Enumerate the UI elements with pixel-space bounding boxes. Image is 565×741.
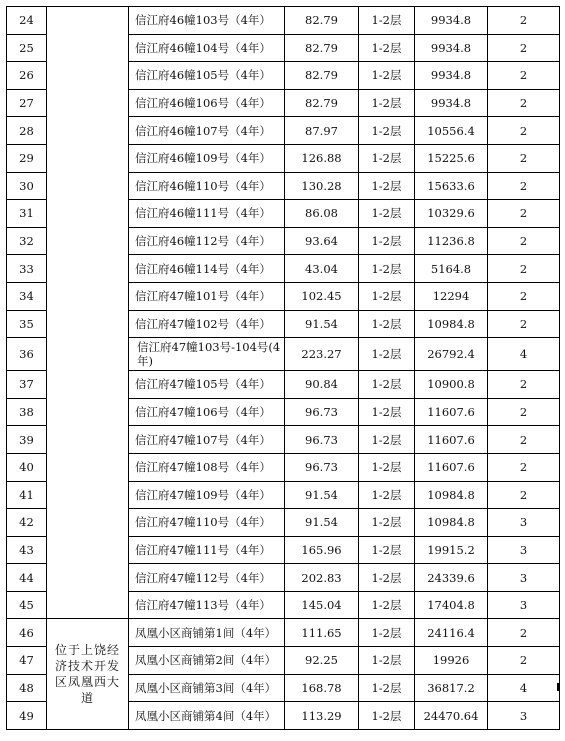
cell-floor: 1-2层 — [359, 647, 415, 675]
cell-no: 35 — [7, 310, 47, 338]
location-cell-a — [47, 7, 129, 619]
cell-floor: 1-2层 — [359, 200, 415, 228]
cell-area: 96.73 — [285, 453, 359, 481]
cell-floor: 1-2层 — [359, 702, 415, 730]
cell-area: 165.96 — [285, 536, 359, 564]
cell-floor: 1-2层 — [359, 371, 415, 399]
cell-price: 11236.8 — [415, 227, 488, 255]
cell-price: 11607.6 — [415, 426, 488, 454]
cell-area: 93.64 — [285, 227, 359, 255]
edge-mark — [557, 683, 559, 691]
cell-price: 36817.2 — [415, 674, 488, 702]
cell-floor: 1-2层 — [359, 62, 415, 90]
cell-price: 9934.8 — [415, 89, 488, 117]
cell-area: 86.08 — [285, 200, 359, 228]
cell-years: 2 — [488, 200, 560, 228]
cell-area: 126.88 — [285, 144, 359, 172]
cell-years: 2 — [488, 227, 560, 255]
cell-price: 24116.4 — [415, 619, 488, 647]
cell-no: 29 — [7, 144, 47, 172]
cell-years: 2 — [488, 62, 560, 90]
cell-floor: 1-2层 — [359, 117, 415, 145]
cell-price: 19926 — [415, 647, 488, 675]
cell-name: 信江府46幢103号（4年） — [129, 7, 285, 35]
cell-area: 82.79 — [285, 7, 359, 35]
cell-floor: 1-2层 — [359, 89, 415, 117]
cell-floor: 1-2层 — [359, 227, 415, 255]
cell-no: 36 — [7, 338, 47, 371]
cell-name: 信江府47幢103号-104号(4年) — [129, 338, 285, 371]
cell-name: 信江府47幢102号（4年） — [129, 310, 285, 338]
cell-price: 9934.8 — [415, 62, 488, 90]
cell-floor: 1-2层 — [359, 564, 415, 592]
cell-area: 92.25 — [285, 647, 359, 675]
cell-no: 32 — [7, 227, 47, 255]
cell-no: 47 — [7, 647, 47, 675]
cell-no: 26 — [7, 62, 47, 90]
cell-floor: 1-2层 — [359, 34, 415, 62]
cell-name: 信江府46幢111号（4年） — [129, 200, 285, 228]
cell-area: 130.28 — [285, 172, 359, 200]
cell-no: 33 — [7, 255, 47, 283]
cell-no: 41 — [7, 481, 47, 509]
cell-no: 43 — [7, 536, 47, 564]
cell-price: 19915.2 — [415, 536, 488, 564]
cell-price: 15633.6 — [415, 172, 488, 200]
cell-name: 信江府46幢109号（4年） — [129, 144, 285, 172]
cell-years: 2 — [488, 426, 560, 454]
cell-no: 28 — [7, 117, 47, 145]
cell-area: 96.73 — [285, 398, 359, 426]
cell-price: 10900.8 — [415, 371, 488, 399]
cell-price: 24339.6 — [415, 564, 488, 592]
cell-price: 15225.6 — [415, 144, 488, 172]
cell-name: 信江府47幢101号（4年） — [129, 282, 285, 310]
cell-price: 10984.8 — [415, 310, 488, 338]
cell-no: 27 — [7, 89, 47, 117]
cell-no: 42 — [7, 509, 47, 537]
cell-no: 38 — [7, 398, 47, 426]
cell-no: 48 — [7, 674, 47, 702]
cell-area: 43.04 — [285, 255, 359, 283]
cell-name: 信江府47幢113号（4年） — [129, 591, 285, 619]
cell-years: 2 — [488, 371, 560, 399]
cell-name: 信江府47幢107号（4年） — [129, 426, 285, 454]
cell-area: 91.54 — [285, 509, 359, 537]
cell-name: 凤凰小区商铺第2间（4年） — [129, 647, 285, 675]
cell-price: 11607.6 — [415, 398, 488, 426]
table-body — [7, 7, 560, 730]
cell-floor: 1-2层 — [359, 172, 415, 200]
cell-no: 49 — [7, 702, 47, 730]
table-row — [7, 7, 560, 35]
cell-price: 11607.6 — [415, 453, 488, 481]
cell-area: 102.45 — [285, 282, 359, 310]
cell-no: 37 — [7, 371, 47, 399]
cell-floor: 1-2层 — [359, 255, 415, 283]
cell-years: 2 — [488, 398, 560, 426]
cell-years: 2 — [488, 7, 560, 35]
cell-floor: 1-2层 — [359, 674, 415, 702]
cell-years: 4 — [488, 338, 560, 371]
cell-floor: 1-2层 — [359, 509, 415, 537]
asset-table — [6, 6, 560, 730]
cell-name: 凤凰小区商铺第3间（4年） — [129, 674, 285, 702]
cell-name: 信江府46幢114号（4年） — [129, 255, 285, 283]
cell-no: 30 — [7, 172, 47, 200]
cell-no: 31 — [7, 200, 47, 228]
cell-no: 25 — [7, 34, 47, 62]
cell-area: 90.84 — [285, 371, 359, 399]
cell-name: 凤凰小区商铺第1间（4年） — [129, 619, 285, 647]
location-cell-b: 位于上饶经济技术开发区凤凰西大道 — [47, 619, 129, 729]
cell-years: 2 — [488, 481, 560, 509]
cell-years: 2 — [488, 310, 560, 338]
cell-no: 39 — [7, 426, 47, 454]
cell-years: 2 — [488, 144, 560, 172]
cell-area: 168.78 — [285, 674, 359, 702]
cell-floor: 1-2层 — [359, 310, 415, 338]
cell-area: 202.83 — [285, 564, 359, 592]
cell-no: 45 — [7, 591, 47, 619]
cell-name: 信江府47幢111号（4年） — [129, 536, 285, 564]
cell-years: 3 — [488, 591, 560, 619]
cell-floor: 1-2层 — [359, 282, 415, 310]
cell-floor: 1-2层 — [359, 398, 415, 426]
cell-price: 24470.64 — [415, 702, 488, 730]
cell-years: 3 — [488, 702, 560, 730]
cell-price: 5164.8 — [415, 255, 488, 283]
cell-years: 2 — [488, 619, 560, 647]
cell-area: 87.97 — [285, 117, 359, 145]
cell-price: 12294 — [415, 282, 488, 310]
cell-floor: 1-2层 — [359, 338, 415, 371]
cell-name: 信江府46幢105号（4年） — [129, 62, 285, 90]
cell-price: 10329.6 — [415, 200, 488, 228]
cell-no: 40 — [7, 453, 47, 481]
cell-floor: 1-2层 — [359, 453, 415, 481]
cell-years: 2 — [488, 172, 560, 200]
cell-years: 2 — [488, 647, 560, 675]
cell-name: 信江府47幢108号（4年） — [129, 453, 285, 481]
cell-years: 2 — [488, 453, 560, 481]
cell-floor: 1-2层 — [359, 426, 415, 454]
cell-area: 91.54 — [285, 481, 359, 509]
cell-years: 3 — [488, 536, 560, 564]
cell-years: 2 — [488, 282, 560, 310]
cell-no: 44 — [7, 564, 47, 592]
cell-floor: 1-2层 — [359, 536, 415, 564]
cell-years: 4 — [488, 674, 560, 702]
cell-area: 91.54 — [285, 310, 359, 338]
cell-name: 凤凰小区商铺第4间（4年） — [129, 702, 285, 730]
cell-years: 3 — [488, 509, 560, 537]
cell-price: 10556.4 — [415, 117, 488, 145]
cell-name: 信江府46幢104号（4年） — [129, 34, 285, 62]
cell-years: 2 — [488, 89, 560, 117]
cell-name: 信江府47幢110号（4年） — [129, 509, 285, 537]
cell-no: 46 — [7, 619, 47, 647]
cell-area: 82.79 — [285, 62, 359, 90]
cell-floor: 1-2层 — [359, 144, 415, 172]
cell-name: 信江府47幢109号（4年） — [129, 481, 285, 509]
cell-floor: 1-2层 — [359, 481, 415, 509]
cell-no: 24 — [7, 7, 47, 35]
cell-name: 信江府46幢106号（4年） — [129, 89, 285, 117]
cell-area: 96.73 — [285, 426, 359, 454]
cell-area: 82.79 — [285, 34, 359, 62]
cell-price: 17404.8 — [415, 591, 488, 619]
cell-name: 信江府47幢105号（4年） — [129, 371, 285, 399]
cell-years: 2 — [488, 255, 560, 283]
cell-name: 信江府46幢112号（4年） — [129, 227, 285, 255]
cell-name: 信江府47幢112号（4年） — [129, 564, 285, 592]
cell-name: 信江府47幢106号（4年） — [129, 398, 285, 426]
cell-price: 9934.8 — [415, 7, 488, 35]
cell-area: 223.27 — [285, 338, 359, 371]
cell-name: 信江府46幢107号（4年） — [129, 117, 285, 145]
cell-years: 2 — [488, 117, 560, 145]
cell-years: 3 — [488, 564, 560, 592]
cell-floor: 1-2层 — [359, 591, 415, 619]
cell-area: 111.65 — [285, 619, 359, 647]
cell-area: 113.29 — [285, 702, 359, 730]
cell-price: 9934.8 — [415, 34, 488, 62]
cell-name: 信江府46幢110号（4年） — [129, 172, 285, 200]
cell-floor: 1-2层 — [359, 7, 415, 35]
cell-years: 2 — [488, 34, 560, 62]
cell-price: 10984.8 — [415, 509, 488, 537]
cell-floor: 1-2层 — [359, 619, 415, 647]
cell-area: 82.79 — [285, 89, 359, 117]
cell-price: 26792.4 — [415, 338, 488, 371]
cell-no: 34 — [7, 282, 47, 310]
cell-area: 145.04 — [285, 591, 359, 619]
cell-price: 10984.8 — [415, 481, 488, 509]
table-row — [7, 619, 560, 647]
